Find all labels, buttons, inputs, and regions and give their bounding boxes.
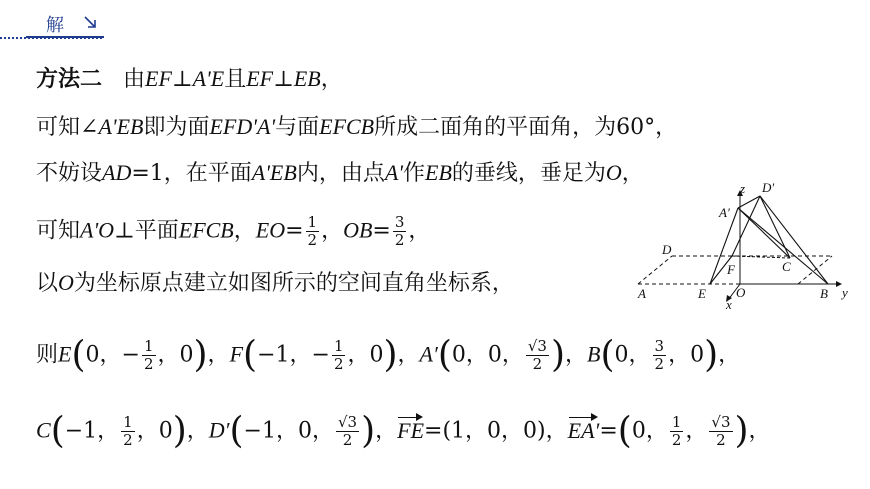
text: 内，由点 [296, 161, 385, 186]
denominator: 2 [654, 355, 665, 373]
text: 可知∠ [36, 115, 99, 140]
text: = [599, 418, 618, 444]
fraction [306, 214, 320, 249]
math-var: A'E [192, 66, 225, 91]
text: 0， [85, 342, 122, 368]
point-B: B [587, 341, 601, 367]
label-A: A [638, 286, 646, 301]
label-O: O [736, 285, 746, 300]
text-line-3 [36, 158, 644, 189]
numerator: 1 [671, 413, 682, 431]
text: 以 [36, 271, 59, 296]
paren-close: ) [383, 334, 398, 376]
text: ，0 [136, 418, 173, 444]
paren-close: ) [550, 334, 566, 376]
math-var: OB [343, 217, 373, 243]
label-y: y [842, 285, 848, 300]
solution-label: 解 [46, 15, 66, 36]
denominator: 2 [143, 355, 154, 373]
text: −1，0， [243, 418, 334, 444]
math-var: EFCB [178, 217, 234, 243]
point-C: C [36, 417, 51, 443]
paren-close: ) [704, 334, 719, 376]
paren-open: ( [617, 410, 632, 452]
text: = [372, 218, 391, 244]
text: ， [565, 342, 588, 368]
fraction [670, 414, 684, 449]
geometry-diagram [632, 178, 856, 312]
paren-open: ( [50, 410, 65, 452]
denominator: 2 [716, 431, 726, 449]
text: ， [748, 418, 771, 444]
text: ，0 [347, 342, 384, 368]
text: −1， [64, 418, 120, 444]
fraction [393, 214, 407, 249]
label-D: D [662, 242, 672, 257]
numerator: 1 [143, 337, 154, 355]
numerator: 1 [307, 213, 318, 231]
vector-EA-prime: EA′ [568, 416, 600, 446]
method-label: 方法二 [36, 67, 103, 92]
numerator: 1 [333, 337, 344, 355]
dashed-edges [732, 256, 790, 258]
label-C: C [782, 259, 791, 274]
fraction [332, 338, 346, 373]
text-line-2 [36, 112, 677, 143]
denominator: 2 [394, 231, 405, 249]
text: 可知 [36, 218, 81, 244]
paren-close: ) [193, 334, 208, 376]
text: 所成二面角的平面角，为60°， [374, 115, 678, 140]
text: 0， [631, 418, 668, 444]
label-A-prime: A′ [719, 205, 730, 220]
point-D-prime: D′ [208, 417, 230, 443]
text: =(1，0，0) [424, 418, 546, 444]
paren-open: ( [600, 334, 615, 376]
math-var: EB [293, 66, 321, 91]
math-var: EF [145, 66, 172, 91]
text: ， [207, 342, 230, 368]
text: ， [621, 161, 644, 186]
text: ⊥平面 [114, 218, 179, 244]
label-D-prime: D′ [762, 180, 775, 195]
text: 与面 [275, 115, 320, 140]
vector-FE: FE [397, 416, 424, 446]
text: − [311, 342, 330, 368]
text: ， [545, 418, 568, 444]
math-var: O [605, 160, 622, 185]
text: ， [375, 418, 398, 444]
denominator: 2 [671, 431, 682, 449]
header-rule [0, 36, 104, 42]
text: ， [685, 418, 708, 444]
numerator: 3 [654, 337, 665, 355]
denominator: 2 [307, 231, 318, 249]
numerator: √3 [337, 413, 358, 431]
text: ， [408, 218, 431, 244]
fraction [121, 414, 135, 449]
arrow-down-right-icon [82, 14, 98, 30]
math-var: A' [384, 160, 403, 185]
label-z: z [740, 181, 746, 196]
perp-symbol: ⊥ [273, 67, 294, 92]
header-bar [0, 0, 870, 44]
text: 0， [614, 342, 651, 368]
text: ， [186, 418, 209, 444]
paren-open: ( [437, 334, 452, 376]
numerator: 3 [394, 213, 405, 231]
text: ，0 [668, 342, 705, 368]
math-var: A'O [80, 217, 115, 243]
text-line-5 [36, 268, 514, 299]
numerator: √3 [711, 413, 731, 431]
text: 且 [224, 67, 247, 92]
math-var: EFCB [319, 114, 375, 139]
text: = [285, 218, 304, 244]
label-E: E [698, 286, 706, 301]
text-line-1 [36, 64, 343, 95]
text: 作 [402, 161, 425, 186]
text: ， [718, 342, 741, 368]
math-var: A'EB [98, 114, 144, 139]
text: =1，在平面 [131, 161, 252, 186]
numerator: 1 [123, 413, 133, 431]
text-line-6 [36, 334, 741, 376]
math-var: EO [255, 217, 286, 243]
paren-close: ) [361, 410, 376, 452]
fraction [709, 414, 732, 449]
label-B: B [820, 286, 828, 301]
math-var: EFD'A' [209, 114, 276, 139]
denominator: 2 [532, 355, 543, 373]
paren-open: ( [71, 334, 86, 376]
paren-open: ( [229, 410, 244, 452]
point-A-prime: A′ [419, 341, 438, 367]
text: 0，0， [451, 342, 524, 368]
point-F: F [229, 341, 244, 367]
text: − [121, 342, 140, 368]
fraction [142, 338, 156, 373]
text: ， [233, 218, 256, 244]
point-E: E [58, 341, 72, 367]
fraction [526, 338, 549, 373]
label-F: F [727, 262, 735, 277]
text: ， [321, 218, 344, 244]
denominator: 2 [342, 431, 353, 449]
text: 即为面 [143, 115, 210, 140]
fraction [336, 414, 359, 449]
solution-tab [26, 10, 104, 38]
text: 则 [36, 342, 59, 368]
math-var: AD [102, 160, 132, 185]
text: 的垂线，垂足为 [451, 161, 606, 186]
text: 由 [123, 67, 146, 92]
text: 不妨设 [36, 161, 103, 186]
paren-close: ) [172, 410, 187, 452]
text: ， [320, 67, 343, 92]
math-var: EB [425, 160, 452, 185]
text: 为坐标原点建立如图所示的空间直角坐标系， [73, 271, 514, 296]
denominator: 2 [333, 355, 344, 373]
text: ， [397, 342, 420, 368]
label-x: x [726, 297, 732, 312]
paren-close: ) [734, 410, 749, 452]
math-var: A'EB [251, 160, 297, 185]
paren-open: ( [243, 334, 258, 376]
text-line-7 [36, 410, 771, 452]
text: −1， [257, 342, 312, 368]
denominator: 2 [123, 431, 133, 449]
math-var: EF [246, 66, 274, 91]
perp-symbol: ⊥ [171, 67, 193, 92]
fraction [653, 338, 667, 373]
text-line-4 [36, 214, 430, 249]
base-plane [638, 256, 832, 284]
math-var: O [58, 270, 74, 295]
text: ，0 [157, 342, 194, 368]
numerator: √3 [527, 337, 547, 355]
